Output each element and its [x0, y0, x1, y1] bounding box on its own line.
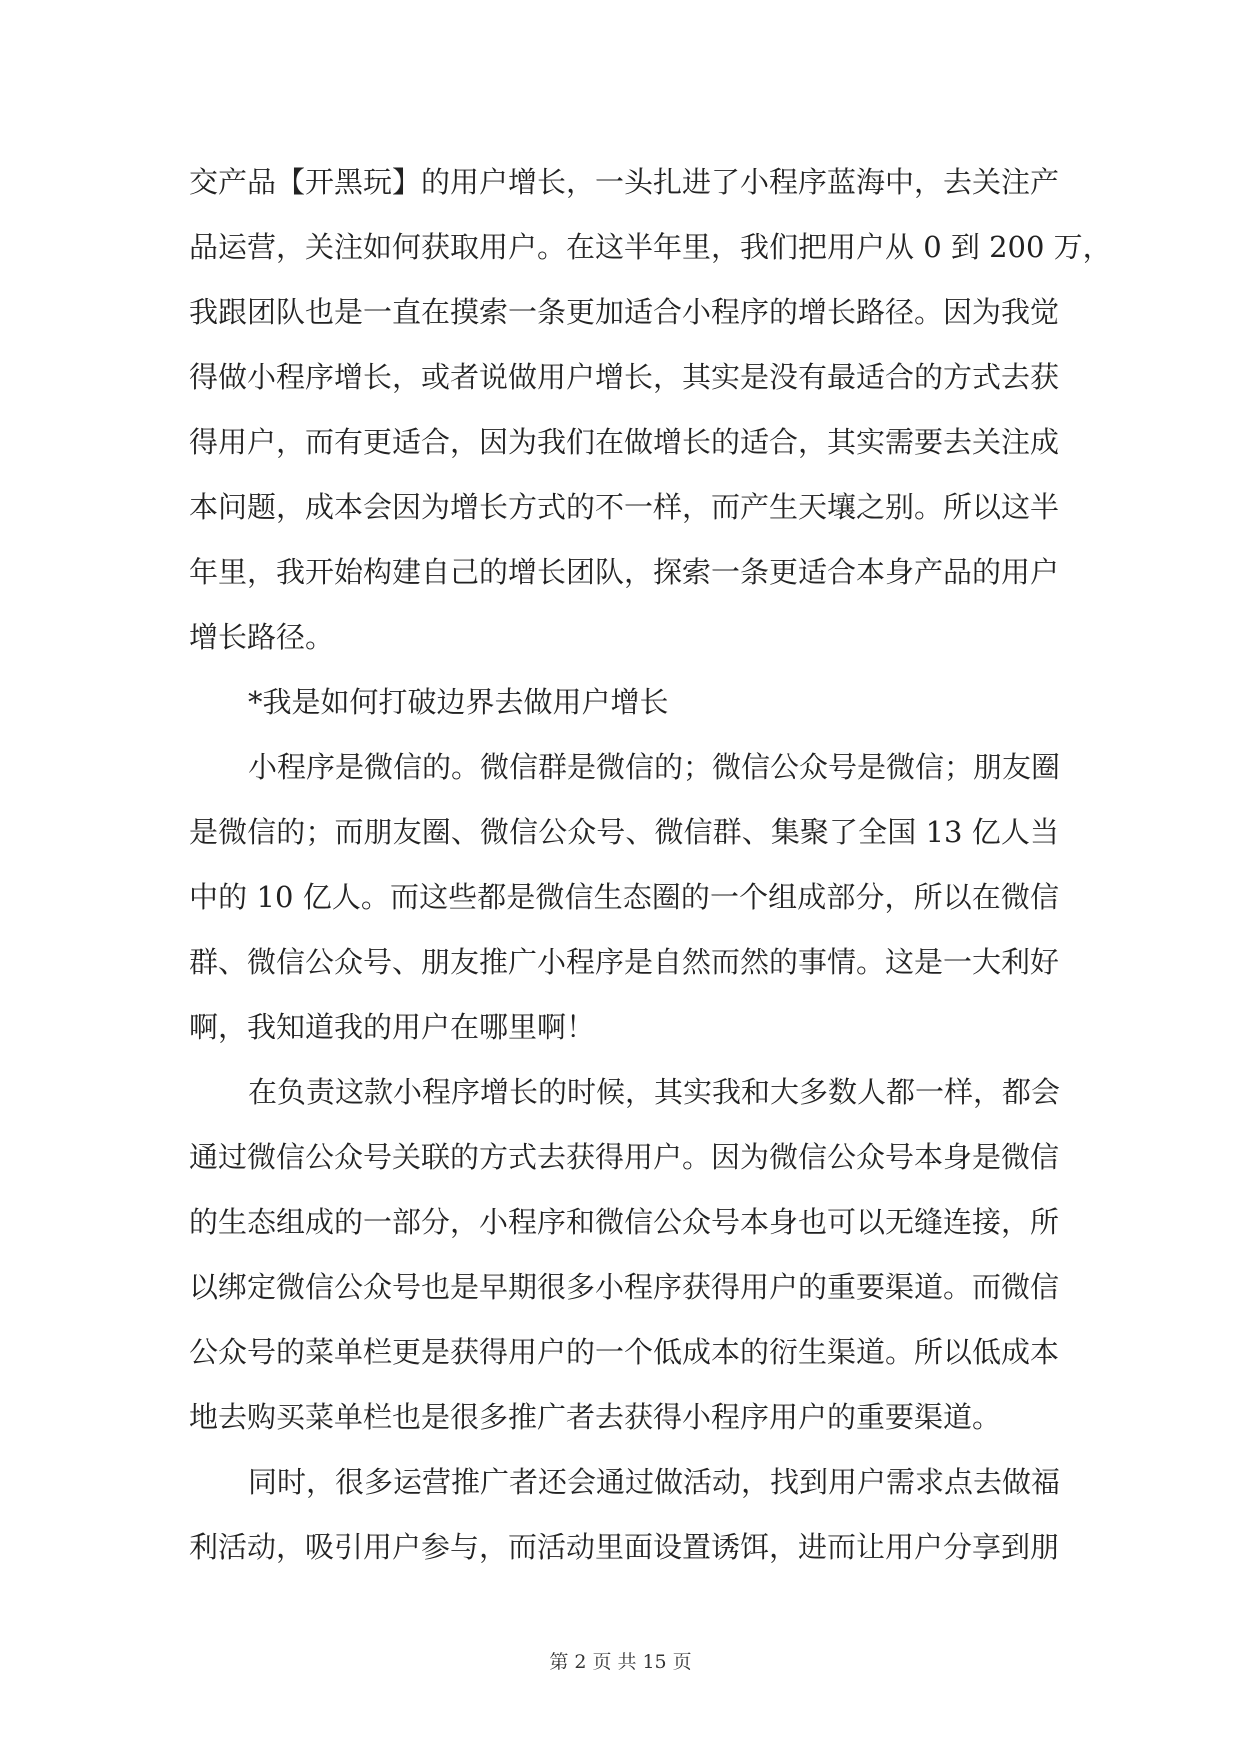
text-line: 我跟团队也是一直在摸索一条更加适合小程序的增长路径。因为我觉 [189, 295, 1060, 329]
body-text [189, 150, 1112, 1580]
footer-page-word: 页 [592, 1651, 612, 1673]
text-line: 是微信的；而朋友圈、微信公众号、微信群、集聚了全国 13 亿人当 [189, 815, 1059, 849]
footer-prefix: 第 [549, 1651, 569, 1673]
text-line: 得用户，而有更适合，因为我们在做增长的适合，其实需要去关注成 [189, 425, 1060, 459]
footer-total-word: 共 [617, 1651, 637, 1673]
text-line: 增长路径。 [189, 620, 335, 654]
text-line: 本问题，成本会因为增长方式的不一样，而产生天壤之别。所以这半 [189, 490, 1060, 524]
current-page-number: 2 [574, 1651, 587, 1673]
text-line: 交产品【开黑玩】的用户增长，一头扎进了小程序蓝海中，去关注产 [189, 165, 1060, 199]
text-line: 地去购买菜单栏也是很多推广者去获得小程序用户的重要渠道。 [189, 1400, 1002, 1434]
total-pages-number: 15 [642, 1651, 667, 1673]
section-heading: *我是如何打破边界去做用户增长 [248, 685, 669, 719]
text-line: 小程序是微信的。微信群是微信的；微信公众号是微信；朋友圈 [248, 750, 1061, 784]
footer-suffix: 页 [672, 1651, 692, 1673]
text-line: 通过微信公众号关联的方式去获得用户。因为微信公众号本身是微信 [189, 1140, 1060, 1174]
text-line: 群、微信公众号、朋友推广小程序是自然而然的事情。这是一大利好 [189, 945, 1060, 979]
text-line: 的生态组成的一部分，小程序和微信公众号本身也可以无缝连接，所 [189, 1205, 1060, 1239]
text-line: 利活动，吸引用户参与，而活动里面设置诱饵，进而让用户分享到朋 [189, 1530, 1060, 1564]
text-line: 品运营，关注如何获取用户。在这半年里，我们把用户从 0 到 200 万， [189, 230, 1112, 264]
text-line: 同时，很多运营推广者还会通过做活动，找到用户需求点去做福 [248, 1465, 1061, 1499]
text-line: 以绑定微信公众号也是早期很多小程序获得用户的重要渠道。而微信 [189, 1270, 1060, 1304]
text-line: 公众号的菜单栏更是获得用户的一个低成本的衍生渠道。所以低成本 [189, 1335, 1060, 1369]
text-line: 啊，我知道我的用户在哪里啊！ [189, 1010, 596, 1044]
text-line: 在负责这款小程序增长的时候，其实我和大多数人都一样，都会 [248, 1075, 1061, 1109]
page-footer [0, 1650, 1241, 1674]
text-line: 得做小程序增长，或者说做用户增长，其实是没有最适合的方式去获 [189, 360, 1060, 394]
text-line: 年里，我开始构建自己的增长团队，探索一条更适合本身产品的用户 [189, 555, 1060, 589]
text-line: 中的 10 亿人。而这些都是微信生态圈的一个组成部分，所以在微信 [189, 880, 1059, 914]
